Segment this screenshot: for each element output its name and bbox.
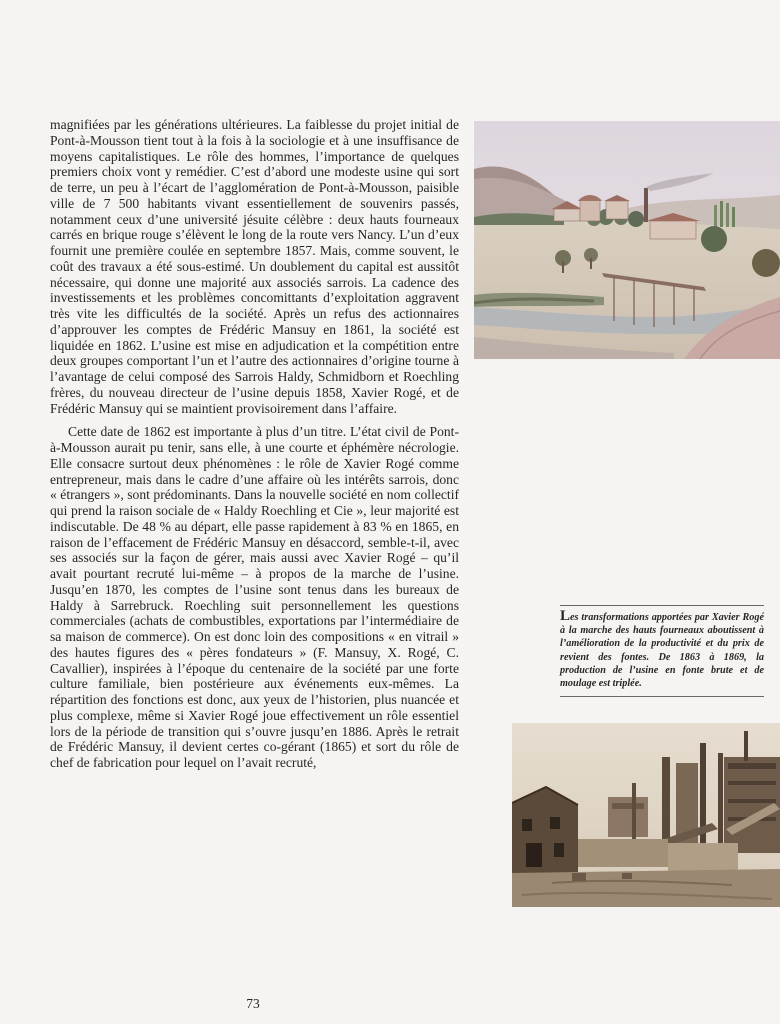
caption-text: es transformations apportées par Xavier Rogé à la marche des hauts fourneaux aboutissent à l’amélioration de la productivité et du prix de revient des fontes. De 1863 à 1869, la production de l’usine en fonte brute et de moulage est triplée.: [560, 612, 764, 690]
caption-dropcap: L: [560, 608, 571, 624]
caption-bottom-rule: [560, 696, 764, 697]
paragraph-2: Cette date de 1862 est importante à plus d’un titre. L’état civil de Pont-à-Mousson aurait pu tenir, sans elle, à une courte et éphémère nécrologie. Elle consacre surtout deux phénomènes : le rôle de Xavier Rogé comme entrepreneur, mais dans le cadre d’une affaire où les intérêts sarrois, donc « étrangers », sont prédominants. Dans la nouvelle société en nom collectif qui prend la raison sociale de « Haldy Roechling et Cie », leur majorité est indiscutable. De 48 % au départ, elle passe rapidement à 83 % en 1865, en raison de l’effacement de Frédéric Mansuy en désaccord, semble-t-il, avec ses associés sur la façon de gérer, mais aussi avec Xavier Rogé – qu’il avait pourtant recruté lui-même – à propos de la marche de l’usine. Jusqu’en 1870, les comptes de l’usine sont tenus dans les bureaux de Haldy à Sarrebruck. Roechling suit personnellement les questions commerciales (achats de combustibles, exportations par l’intermédiaire de sa maison de commerce). On est donc loin des compositions « en vitrail » des hautes figures des « pères fondateurs » (F. Mansuy, X. Rogé, C. Cavallier), inspirées à l’époque du centenaire de la société par une forte culture familiale, bien postérieure aux événements eux-mêmes. La répartition des fonctions est donc, aux yeux de l’historien, plus nuancée et plus complexe, même si Xavier Rogé joue effectivement un rôle essentiel lors de la période de transition qui s’ouvre jusqu’en 1886. Après le retrait de Frédéric Mansuy, il devient certes co-gérant (1865) et sort du rôle de chef de fabrication pour lequel on l’avait recruté,: [50, 424, 459, 770]
main-text-column: [50, 117, 459, 771]
caption-top-rule: [560, 605, 764, 606]
page-number: 73: [246, 996, 260, 1011]
factory-landscape-illustration: [474, 121, 780, 359]
figure-caption: [560, 605, 764, 697]
factory-photograph: [512, 723, 780, 907]
paragraph-1: magnifiées par les générations ultérieures. La faiblesse du projet initial de Pont-à-Mousson tient tout à la fois à la sociologie et à une insuffisance de moyens capitalistiques. Le rôle des hommes, l’importance de quelques premiers choix vont y remédier. C’est d’abord une modeste usine qui sort de terre, un peu à l’écart de l’agglomération de Pont-à-Mousson, paisible ville de 7 500 habitants vivant essentiellement de souvenirs passés, notamment ceux d’une université jésuite célèbre : deux hauts fourneaux carrés en brique rouge s’élèvent le long de la route vers Nancy. L’un d’eux fournit une première coulée en septembre 1857. Mais, comme souvent, le coût des travaux a été sous-estimé. Un doublement du capital est aussitôt nécessaire, qui donne une majorité aux associés sarrois. La cadence des investissements et les problèmes concomittants d’exploitation aggravent très vite les difficultés de la société. Après un refus des actionnaires d’approuver les comptes de Frédéric Mansuy en 1861, la société est liquidée en 1862. L’usine est mise en adjudication et la compétition entre deux groupes comportant l’un et l’autre des actionnaires d’origine tourne à l’avantage de celui composé des Sarrois Haldy, Schmidborn et Roechling frères, du nouveau directeur de l’usine depuis 1858, Xavier Rogé, et de Frédéric Mansuy qui se maintient provisoirement dans l’affaire.: [50, 117, 459, 416]
